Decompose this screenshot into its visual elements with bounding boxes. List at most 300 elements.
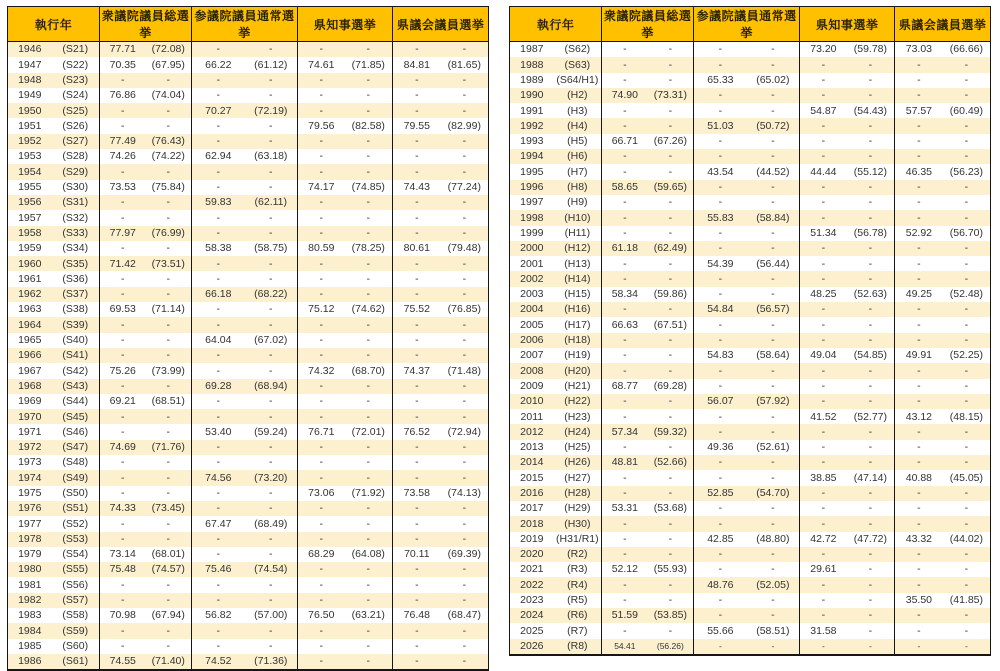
cell-councillors-paren: - — [747, 103, 800, 118]
cell-councillors-turnout: 59.83 — [192, 195, 245, 210]
cell-assembly-paren: - — [441, 195, 489, 210]
cell-representatives-turnout: - — [602, 577, 648, 592]
cell-representatives-turnout: - — [100, 379, 146, 394]
cell-representatives-turnout: - — [100, 470, 146, 485]
cell-governor-turnout: - — [800, 149, 847, 164]
cell-year: 2012 — [510, 424, 554, 439]
cell-assembly-turnout: 40.88 — [895, 470, 943, 485]
cell-councillors-turnout: - — [694, 608, 747, 623]
cell-governor-turnout: - — [800, 440, 847, 455]
cell-assembly-turnout: - — [393, 271, 441, 286]
column-header-execution-year: 執行年 — [510, 7, 602, 42]
cell-assembly-turnout: 35.50 — [895, 593, 943, 608]
cell-representatives-paren: (71.14) — [146, 302, 192, 317]
cell-councillors-paren: (58.75) — [245, 241, 298, 256]
cell-assembly-paren: - — [943, 516, 991, 531]
cell-era: (R4) — [554, 577, 602, 592]
cell-year: 1961 — [8, 271, 52, 286]
cell-assembly-paren: - — [943, 57, 991, 72]
cell-representatives-turnout: 74.55 — [100, 654, 146, 670]
cell-representatives-turnout: - — [602, 164, 648, 179]
cell-councillors-paren: - — [245, 302, 298, 317]
cell-assembly-paren: - — [441, 348, 489, 363]
cell-governor-turnout: - — [298, 317, 345, 332]
cell-representatives-turnout: - — [100, 516, 146, 531]
cell-year: 1996 — [510, 180, 554, 195]
cell-era: (S40) — [52, 333, 100, 348]
cell-year: 1986 — [8, 654, 52, 670]
cell-assembly-turnout: - — [393, 73, 441, 88]
cell-era: (S59) — [52, 623, 100, 638]
cell-governor-paren: - — [345, 42, 393, 58]
cell-councillors-paren: - — [245, 348, 298, 363]
cell-era: (S28) — [52, 149, 100, 164]
cell-councillors-paren: - — [747, 455, 800, 470]
cell-governor-paren: (82.58) — [345, 118, 393, 133]
cell-councillors-paren: - — [747, 363, 800, 378]
table-row-1992 — [510, 118, 991, 133]
cell-governor-paren: - — [847, 363, 895, 378]
cell-representatives-turnout: 74.90 — [602, 88, 648, 103]
cell-representatives-turnout: 52.12 — [602, 562, 648, 577]
cell-councillors-paren: - — [747, 639, 800, 655]
cell-councillors-turnout: - — [694, 317, 747, 332]
cell-era: (S46) — [52, 424, 100, 439]
cell-assembly-paren: (81.65) — [441, 57, 489, 72]
cell-representatives-turnout: - — [100, 271, 146, 286]
cell-governor-turnout: 54.87 — [800, 103, 847, 118]
cell-governor-turnout: - — [298, 88, 345, 103]
cell-representatives-paren: - — [146, 593, 192, 608]
cell-era: (H21) — [554, 379, 602, 394]
cell-governor-turnout: - — [800, 501, 847, 516]
cell-councillors-turnout: - — [192, 547, 245, 562]
cell-governor-paren: - — [345, 271, 393, 286]
cell-representatives-paren: (76.99) — [146, 226, 192, 241]
cell-era: (S39) — [52, 317, 100, 332]
cell-councillors-paren: (50.72) — [747, 118, 800, 133]
table-row-2001 — [510, 256, 991, 271]
cell-governor-paren: - — [345, 348, 393, 363]
cell-councillors-turnout: - — [694, 195, 747, 210]
cell-year: 2021 — [510, 562, 554, 577]
cell-assembly-turnout: - — [895, 394, 943, 409]
cell-assembly-turnout: - — [895, 379, 943, 394]
cell-councillors-paren: (63.18) — [245, 149, 298, 164]
cell-governor-paren: - — [345, 210, 393, 225]
table-row-1983 — [8, 608, 489, 623]
table-row-1973 — [8, 455, 489, 470]
cell-councillors-turnout: - — [192, 180, 245, 195]
cell-year: 1952 — [8, 134, 52, 149]
cell-representatives-paren: (53.68) — [648, 501, 694, 516]
cell-era: (H25) — [554, 440, 602, 455]
cell-representatives-turnout: 48.81 — [602, 455, 648, 470]
table-row-1975 — [8, 486, 489, 501]
cell-governor-paren: - — [847, 333, 895, 348]
cell-assembly-turnout: - — [393, 623, 441, 638]
table-row-1991 — [510, 103, 991, 118]
table-row-1952 — [8, 134, 489, 149]
cell-representatives-turnout: - — [602, 394, 648, 409]
cell-councillors-paren: - — [245, 226, 298, 241]
cell-era: (S29) — [52, 164, 100, 179]
cell-assembly-turnout: 57.57 — [895, 103, 943, 118]
cell-assembly-paren: - — [943, 88, 991, 103]
cell-governor-paren: - — [345, 455, 393, 470]
table-row-1988 — [510, 57, 991, 72]
cell-governor-paren: - — [345, 287, 393, 302]
cell-year: 1978 — [8, 532, 52, 547]
cell-era: (H15) — [554, 287, 602, 302]
cell-governor-paren: - — [345, 470, 393, 485]
cell-councillors-turnout: - — [694, 593, 747, 608]
table-row-1982 — [8, 593, 489, 608]
cell-governor-turnout: - — [298, 195, 345, 210]
cell-councillors-turnout: 75.46 — [192, 562, 245, 577]
table-row-2011 — [510, 409, 991, 424]
cell-councillors-turnout: 54.39 — [694, 256, 747, 271]
column-header-house-of-councillors: 参議院議員通常選挙 — [192, 7, 298, 42]
cell-representatives-turnout: 61.18 — [602, 241, 648, 256]
cell-governor-paren: - — [847, 379, 895, 394]
cell-governor-turnout: - — [800, 593, 847, 608]
cell-governor-paren: - — [345, 103, 393, 118]
cell-governor-turnout: - — [298, 654, 345, 670]
table-row-2000 — [510, 241, 991, 256]
cell-councillors-turnout: 49.36 — [694, 440, 747, 455]
cell-assembly-turnout: - — [393, 164, 441, 179]
cell-councillors-paren: (52.05) — [747, 577, 800, 592]
cell-councillors-turnout: - — [694, 226, 747, 241]
cell-representatives-paren: - — [648, 256, 694, 271]
cell-representatives-turnout: - — [602, 103, 648, 118]
cell-governor-paren: (47.72) — [847, 532, 895, 547]
cell-councillors-paren: - — [747, 379, 800, 394]
cell-representatives-turnout: 70.35 — [100, 57, 146, 72]
cell-year: 1985 — [8, 639, 52, 654]
cell-councillors-paren: - — [747, 424, 800, 439]
cell-representatives-paren: - — [146, 409, 192, 424]
table-row-2010 — [510, 394, 991, 409]
cell-representatives-paren: (67.94) — [146, 608, 192, 623]
cell-governor-paren: (68.70) — [345, 363, 393, 378]
cell-councillors-turnout: - — [192, 271, 245, 286]
cell-councillors-turnout: 64.04 — [192, 333, 245, 348]
cell-councillors-paren: - — [245, 271, 298, 286]
cell-representatives-paren: - — [146, 532, 192, 547]
cell-year: 1968 — [8, 379, 52, 394]
cell-governor-paren: - — [345, 88, 393, 103]
cell-councillors-paren: (48.80) — [747, 532, 800, 547]
cell-councillors-paren: - — [747, 134, 800, 149]
table-row-1981 — [8, 577, 489, 592]
table-row-1974 — [8, 470, 489, 485]
cell-governor-turnout: 48.25 — [800, 287, 847, 302]
cell-representatives-turnout: 73.53 — [100, 180, 146, 195]
cell-councillors-paren: (73.20) — [245, 470, 298, 485]
cell-era: (H10) — [554, 210, 602, 225]
column-header-execution-year: 執行年 — [8, 7, 100, 42]
table-row-1947 — [8, 57, 489, 72]
cell-era: (S57) — [52, 593, 100, 608]
cell-year: 1951 — [8, 118, 52, 133]
cell-representatives-turnout: - — [100, 195, 146, 210]
cell-councillors-turnout: - — [694, 333, 747, 348]
cell-era: (S24) — [52, 88, 100, 103]
cell-year: 2015 — [510, 470, 554, 485]
cell-representatives-turnout: 58.65 — [602, 180, 648, 195]
cell-governor-turnout: - — [298, 210, 345, 225]
cell-representatives-turnout: 68.77 — [602, 379, 648, 394]
cell-representatives-turnout: - — [602, 42, 648, 58]
cell-governor-turnout: 29.61 — [800, 562, 847, 577]
cell-councillors-turnout: - — [694, 103, 747, 118]
cell-representatives-paren: - — [146, 623, 192, 638]
cell-representatives-turnout: - — [602, 73, 648, 88]
cell-assembly-paren: - — [441, 532, 489, 547]
cell-assembly-turnout: 76.48 — [393, 608, 441, 623]
cell-councillors-turnout: 55.66 — [694, 623, 747, 638]
cell-councillors-paren: - — [747, 470, 800, 485]
column-header-house-of-representatives: 衆議院議員総選挙 — [100, 7, 192, 42]
cell-representatives-turnout: - — [100, 455, 146, 470]
cell-assembly-turnout: - — [895, 363, 943, 378]
cell-representatives-turnout: - — [100, 103, 146, 118]
cell-assembly-turnout: - — [895, 333, 943, 348]
cell-councillors-paren: (74.54) — [245, 562, 298, 577]
cell-assembly-turnout: - — [393, 226, 441, 241]
cell-era: (S49) — [52, 470, 100, 485]
cell-representatives-paren: - — [648, 394, 694, 409]
cell-governor-turnout: - — [800, 88, 847, 103]
table-body-1987-2026 — [510, 42, 991, 655]
cell-councillors-paren: - — [747, 547, 800, 562]
cell-representatives-turnout: - — [100, 486, 146, 501]
cell-year: 1988 — [510, 57, 554, 72]
cell-councillors-paren: - — [747, 226, 800, 241]
cell-year: 1989 — [510, 73, 554, 88]
cell-assembly-paren: (71.48) — [441, 363, 489, 378]
cell-assembly-paren: - — [441, 73, 489, 88]
cell-year: 1955 — [8, 180, 52, 195]
cell-governor-paren: - — [345, 379, 393, 394]
cell-governor-turnout: - — [298, 639, 345, 654]
cell-representatives-paren: - — [146, 118, 192, 133]
table-row-2020 — [510, 547, 991, 562]
cell-governor-paren: - — [345, 195, 393, 210]
cell-councillors-paren: (56.57) — [747, 302, 800, 317]
cell-representatives-paren: - — [648, 593, 694, 608]
cell-era: (S52) — [52, 516, 100, 531]
cell-assembly-turnout: - — [393, 516, 441, 531]
cell-representatives-paren: (72.08) — [146, 42, 192, 58]
cell-councillors-paren: - — [245, 394, 298, 409]
cell-representatives-paren: - — [648, 577, 694, 592]
table-row-2018 — [510, 516, 991, 531]
cell-governor-paren: (59.78) — [847, 42, 895, 58]
cell-year: 1947 — [8, 57, 52, 72]
cell-era: (H12) — [554, 241, 602, 256]
cell-representatives-turnout: - — [602, 409, 648, 424]
cell-governor-turnout: 79.56 — [298, 118, 345, 133]
cell-year: 1982 — [8, 593, 52, 608]
cell-representatives-paren: (69.28) — [648, 379, 694, 394]
cell-representatives-paren: (52.66) — [648, 455, 694, 470]
cell-governor-paren: - — [345, 73, 393, 88]
cell-governor-turnout: 74.61 — [298, 57, 345, 72]
cell-councillors-turnout: - — [192, 302, 245, 317]
cell-councillors-paren: (58.51) — [747, 623, 800, 638]
cell-governor-paren: - — [847, 608, 895, 623]
cell-governor-paren: - — [847, 623, 895, 638]
cell-representatives-paren: - — [648, 623, 694, 638]
cell-era: (S62) — [554, 42, 602, 58]
cell-governor-paren: - — [847, 210, 895, 225]
cell-governor-turnout: 44.44 — [800, 164, 847, 179]
cell-representatives-paren: - — [648, 470, 694, 485]
table-row-1966 — [8, 348, 489, 363]
cell-assembly-paren: (48.15) — [943, 409, 991, 424]
cell-assembly-paren: - — [441, 654, 489, 670]
cell-assembly-paren: (60.49) — [943, 103, 991, 118]
cell-assembly-paren: - — [943, 486, 991, 501]
cell-governor-turnout: - — [298, 226, 345, 241]
cell-governor-paren: - — [847, 195, 895, 210]
cell-year: 1948 — [8, 73, 52, 88]
cell-assembly-paren: (66.66) — [943, 42, 991, 58]
cell-era: (S61) — [52, 654, 100, 670]
cell-councillors-paren: - — [747, 287, 800, 302]
table-row-1946 — [8, 42, 489, 58]
cell-councillors-turnout: - — [192, 409, 245, 424]
cell-councillors-paren: (68.49) — [245, 516, 298, 531]
cell-councillors-turnout: - — [694, 424, 747, 439]
cell-assembly-turnout: - — [895, 88, 943, 103]
cell-councillors-paren: (52.61) — [747, 440, 800, 455]
cell-councillors-paren: - — [245, 440, 298, 455]
cell-governor-turnout: - — [298, 470, 345, 485]
cell-governor-turnout: - — [298, 394, 345, 409]
cell-councillors-turnout: - — [192, 639, 245, 654]
cell-representatives-paren: - — [648, 302, 694, 317]
cell-representatives-turnout: 69.21 — [100, 394, 146, 409]
table-row-1972 — [8, 440, 489, 455]
cell-governor-paren: - — [847, 271, 895, 286]
cell-councillors-turnout: - — [694, 42, 747, 58]
cell-governor-paren: (54.43) — [847, 103, 895, 118]
cell-assembly-turnout: - — [895, 180, 943, 195]
cell-year: 2006 — [510, 333, 554, 348]
table-row-2007 — [510, 348, 991, 363]
cell-assembly-turnout: 49.91 — [895, 348, 943, 363]
cell-councillors-paren: - — [245, 42, 298, 58]
cell-councillors-paren: - — [747, 333, 800, 348]
table-row-1980 — [8, 562, 489, 577]
cell-representatives-turnout: - — [602, 516, 648, 531]
cell-year: 2011 — [510, 409, 554, 424]
cell-year: 1956 — [8, 195, 52, 210]
cell-assembly-turnout: - — [393, 210, 441, 225]
table-row-2005 — [510, 317, 991, 332]
cell-governor-paren: - — [847, 562, 895, 577]
cell-councillors-paren: (57.92) — [747, 394, 800, 409]
cell-representatives-turnout: - — [602, 256, 648, 271]
cell-assembly-turnout: - — [393, 256, 441, 271]
cell-governor-paren: (71.92) — [345, 486, 393, 501]
column-header-house-of-councillors: 参議院議員通常選挙 — [694, 7, 800, 42]
cell-governor-turnout: 76.50 — [298, 608, 345, 623]
cell-assembly-turnout: - — [895, 639, 943, 655]
cell-governor-paren: (52.63) — [847, 287, 895, 302]
cell-representatives-paren: - — [146, 577, 192, 592]
table-row-1999 — [510, 226, 991, 241]
cell-year: 1983 — [8, 608, 52, 623]
table-row-2025 — [510, 623, 991, 638]
cell-councillors-turnout: - — [694, 455, 747, 470]
cell-governor-paren: - — [847, 134, 895, 149]
cell-era: (H2) — [554, 88, 602, 103]
cell-assembly-paren: - — [943, 271, 991, 286]
cell-era: (S42) — [52, 363, 100, 378]
cell-representatives-paren: - — [146, 287, 192, 302]
cell-representatives-paren: (68.01) — [146, 547, 192, 562]
cell-councillors-turnout: 69.28 — [192, 379, 245, 394]
cell-assembly-paren: - — [943, 317, 991, 332]
cell-governor-paren: - — [847, 118, 895, 133]
cell-governor-paren: - — [847, 547, 895, 562]
table-row-2023 — [510, 593, 991, 608]
cell-governor-paren: - — [345, 562, 393, 577]
cell-assembly-paren: - — [441, 210, 489, 225]
cell-representatives-turnout: - — [602, 195, 648, 210]
cell-governor-paren: - — [345, 440, 393, 455]
cell-assembly-turnout: 74.37 — [393, 363, 441, 378]
cell-councillors-paren: - — [747, 149, 800, 164]
cell-governor-paren: - — [847, 455, 895, 470]
cell-governor-paren: - — [345, 164, 393, 179]
cell-era: (S64/H1) — [554, 73, 602, 88]
cell-assembly-turnout: - — [895, 608, 943, 623]
cell-representatives-paren: - — [146, 333, 192, 348]
cell-assembly-paren: - — [441, 287, 489, 302]
cell-era: (R6) — [554, 608, 602, 623]
cell-era: (S45) — [52, 409, 100, 424]
cell-governor-paren: (64.08) — [345, 547, 393, 562]
cell-year: 2020 — [510, 547, 554, 562]
cell-representatives-turnout: - — [100, 210, 146, 225]
table-row-1951 — [8, 118, 489, 133]
cell-era: (S23) — [52, 73, 100, 88]
cell-assembly-paren: (52.25) — [943, 348, 991, 363]
cell-councillors-turnout: 43.54 — [694, 164, 747, 179]
cell-representatives-paren: - — [648, 532, 694, 547]
cell-representatives-paren: (62.49) — [648, 241, 694, 256]
cell-assembly-paren: - — [441, 639, 489, 654]
cell-councillors-turnout: 74.52 — [192, 654, 245, 670]
cell-governor-paren: - — [345, 149, 393, 164]
cell-year: 1987 — [510, 42, 554, 58]
cell-era: (S41) — [52, 348, 100, 363]
cell-year: 2013 — [510, 440, 554, 455]
cell-representatives-turnout: - — [100, 118, 146, 133]
cell-representatives-paren: - — [648, 333, 694, 348]
cell-representatives-paren: - — [146, 164, 192, 179]
cell-councillors-turnout: - — [694, 57, 747, 72]
table-row-2004 — [510, 302, 991, 317]
cell-representatives-turnout: 53.31 — [602, 501, 648, 516]
cell-representatives-paren: - — [146, 470, 192, 485]
